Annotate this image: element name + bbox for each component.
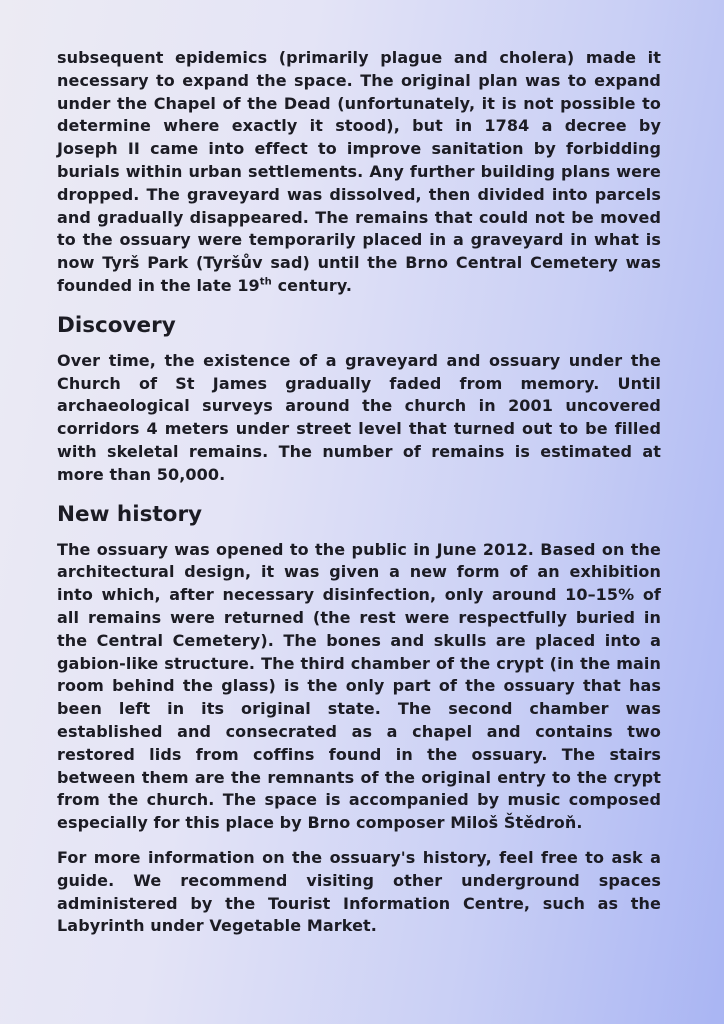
more-info-paragraph: For more information on the ossuary's history, feel free to ask a guide. We recommend visiting other underground spaces administered by the Tourist Information Centre, such as the Labyrinth under Vegetable Market.	[57, 847, 661, 936]
new-history-paragraph: The ossuary was opened to the public in June 2012. Based on the architectural design, it was given a new form of an exhibition into which, after necessary disinfection, only around 10–15% of all remains were returned (the rest were respectfully buried in the Central Cemetery). The bones and skulls are placed into a gabion-like structure. The third chamber of the crypt (in the main room behind the glass) is the only part of the ossuary that has been left in its original state. The second chamber was established and consecrated as a chapel and contains two restored lids from coffins found in the ossuary. The stairs between them are the remnants of the original entry to the crypt from the church. The space is accompanied by music composed especially for this place by Brno composer Miloš Štědroň.	[57, 539, 661, 833]
intro-text: subsequent epidemics (primarily plague and cholera) made it necessary to expand the space. The original plan was to expand under the Chapel of the Dead (unfortunately, it is not possible to determine where exactly it stood), but in 1784 a decree by Joseph II came into effect to improve sanitation by forbidding burials within urban settlements. Any further building plans were dropped. The graveyard was dissolved, then divided into parcels and gradually disappeared. The remains that could not be moved to the ossuary were temporarily placed in a graveyard in what is now Tyrš Park (Tyršův sad) until the Brno Central Cemetery was founded in the late 19	[57, 48, 661, 295]
intro-text-end: century.	[271, 275, 353, 295]
new-history-heading: New history	[57, 501, 203, 527]
discovery-heading: Discovery	[57, 312, 176, 338]
intro-paragraph	[57, 47, 661, 298]
discovery-paragraph: Over time, the existence of a graveyard and ossuary under the Church of St James gradually faded from memory. Until archaeological surveys around the church in 2001 uncovered corridors 4 meters under street level that turned out to be filled with skeletal remains. The number of remains is estimated at more than 50,000.	[57, 350, 661, 484]
ordinal-suffix: th	[259, 276, 272, 288]
